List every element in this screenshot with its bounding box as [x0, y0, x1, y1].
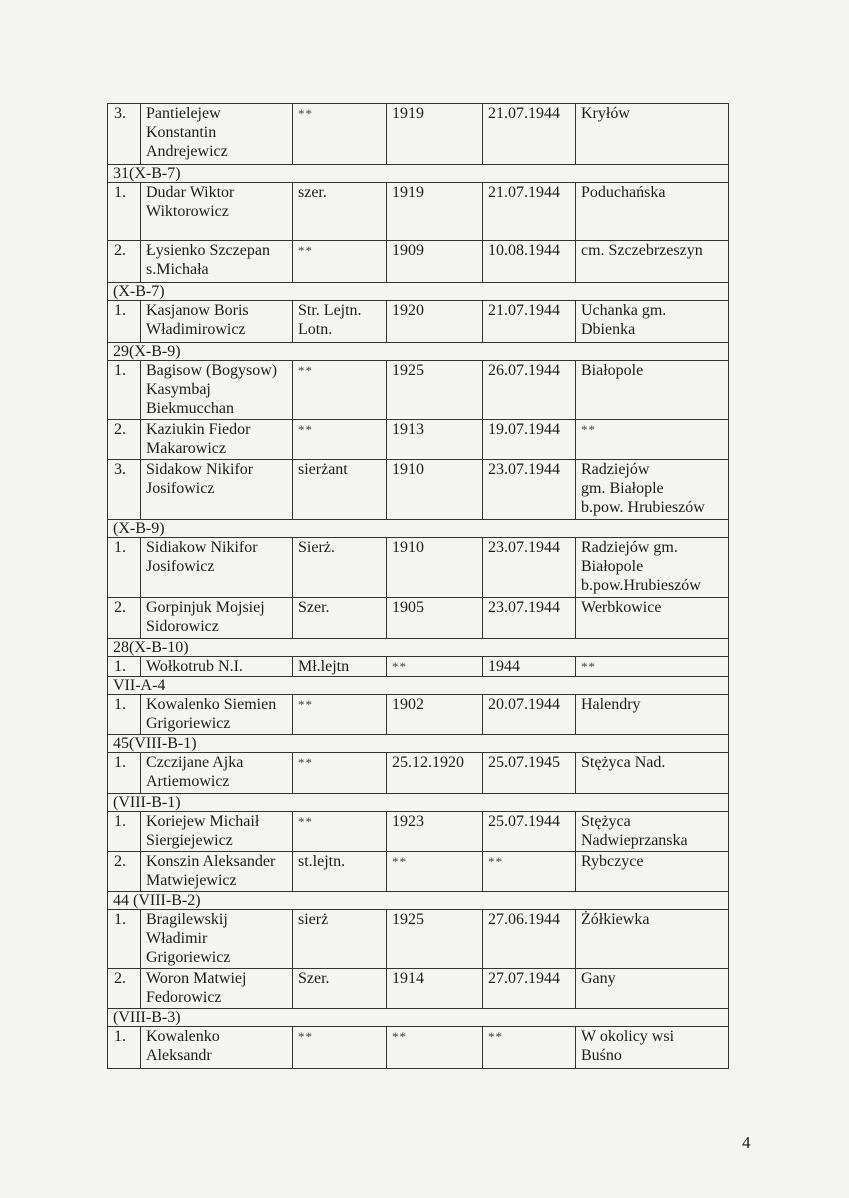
table-row — [108, 753, 729, 794]
birth-year-cell: ** — [387, 852, 483, 892]
place-cell: Białopole — [576, 361, 729, 420]
record-number-cell: 3. — [108, 104, 141, 165]
death-date-cell: 21.07.1944 — [483, 183, 576, 241]
table-row — [108, 460, 729, 520]
place-cell: Stężyca Nad. — [576, 753, 729, 794]
record-number-cell: 2. — [108, 241, 141, 283]
birth-year-cell: 1925 — [387, 361, 483, 420]
rank-cell: ** — [293, 241, 387, 283]
rank-cell: sierżant — [293, 460, 387, 520]
birth-year-cell: 1909 — [387, 241, 483, 283]
record-number-cell: 1. — [108, 910, 141, 969]
rank-cell: Sierż. — [293, 538, 387, 598]
place-cell: ** — [576, 420, 729, 460]
birth-year-cell: 1910 — [387, 460, 483, 520]
record-number-cell: 1. — [108, 361, 141, 420]
birth-year-cell: 1923 — [387, 812, 483, 852]
place-cell: Uchanka gm. Dbienka — [576, 301, 729, 343]
death-date-cell: 21.07.1944 — [483, 301, 576, 343]
table-row — [108, 420, 729, 460]
section-label: 28(X-B-10) — [108, 639, 729, 657]
death-date-cell: 10.08.1944 — [483, 241, 576, 283]
place-cell: Gany — [576, 969, 729, 1009]
death-date-cell: 23.07.1944 — [483, 460, 576, 520]
person-name-cell: Konszin Aleksander Matwiejewicz — [141, 852, 293, 892]
rank-cell: ** — [293, 695, 387, 735]
rank-cell: ** — [293, 1027, 387, 1069]
rank-cell: Mł.lejtn — [293, 657, 387, 677]
record-number-cell: 2. — [108, 420, 141, 460]
record-number-cell: 1. — [108, 183, 141, 241]
place-cell: Poduchańska — [576, 183, 729, 241]
burial-records-table-wrapper — [107, 103, 728, 1069]
section-label: (X-B-9) — [108, 520, 729, 538]
record-number-cell: 1. — [108, 695, 141, 735]
place-cell: W okolicy wsi Buśno — [576, 1027, 729, 1069]
birth-year-cell: 1919 — [387, 183, 483, 241]
person-name-cell: Wołkotrub N.I. — [141, 657, 293, 677]
section-label: (X-B-7) — [108, 283, 729, 301]
page-number: 4 — [742, 1133, 751, 1152]
table-row — [108, 695, 729, 735]
death-date-cell: 1944 — [483, 657, 576, 677]
birth-year-cell: 1913 — [387, 420, 483, 460]
death-date-cell: 23.07.1944 — [483, 598, 576, 639]
record-number-cell: 1. — [108, 812, 141, 852]
table-row — [108, 852, 729, 892]
death-date-cell: 20.07.1944 — [483, 695, 576, 735]
rank-cell: szer. — [293, 183, 387, 241]
record-number-cell: 1. — [108, 753, 141, 794]
person-name-cell: Koriejew Michaił Siergiejewicz — [141, 812, 293, 852]
person-name-cell: Czczijane Ajka Artiemowicz — [141, 753, 293, 794]
section-header-row — [108, 343, 729, 361]
table-row — [108, 657, 729, 677]
table-row — [108, 538, 729, 598]
death-date-cell: ** — [483, 852, 576, 892]
place-cell: Werbkowice — [576, 598, 729, 639]
rank-cell: ** — [293, 420, 387, 460]
table-body — [108, 104, 729, 1069]
table-row — [108, 104, 729, 165]
person-name-cell: Kasjanow Boris Władimirowicz — [141, 301, 293, 343]
section-header-row — [108, 520, 729, 538]
record-number-cell: 2. — [108, 969, 141, 1009]
birth-year-cell: ** — [387, 657, 483, 677]
person-name-cell: Sidakow Nikifor Josifowicz — [141, 460, 293, 520]
table-row — [108, 910, 729, 969]
table-row — [108, 1027, 729, 1069]
birth-year-cell: 1902 — [387, 695, 483, 735]
birth-year-cell: 1914 — [387, 969, 483, 1009]
rank-cell: Szer. — [293, 969, 387, 1009]
section-label: (VIII-B-3) — [108, 1009, 729, 1027]
section-header-row — [108, 165, 729, 183]
rank-cell: Szer. — [293, 598, 387, 639]
place-cell: Radziejów gm. Białople b.pow. Hrubieszów — [576, 460, 729, 520]
rank-cell: sierż — [293, 910, 387, 969]
place-cell: Radziejów gm. Białopole b.pow.Hrubieszów — [576, 538, 729, 598]
section-header-row — [108, 794, 729, 812]
section-label: 29(X-B-9) — [108, 343, 729, 361]
table-row — [108, 969, 729, 1009]
person-name-cell: Pantielejew Konstantin Andrejewicz — [141, 104, 293, 165]
record-number-cell: 3. — [108, 460, 141, 520]
table-row — [108, 812, 729, 852]
record-number-cell: 1. — [108, 657, 141, 677]
table-row — [108, 241, 729, 283]
rank-cell: ** — [293, 753, 387, 794]
place-cell: Żółkiewka — [576, 910, 729, 969]
place-cell: Kryłów — [576, 104, 729, 165]
birth-year-cell: 1925 — [387, 910, 483, 969]
section-header-row — [108, 892, 729, 910]
section-label: (VIII-B-1) — [108, 794, 729, 812]
birth-year-cell: 1919 — [387, 104, 483, 165]
person-name-cell: Woron Matwiej Fedorowicz — [141, 969, 293, 1009]
death-date-cell: 25.07.1945 — [483, 753, 576, 794]
table-row — [108, 598, 729, 639]
death-date-cell: 23.07.1944 — [483, 538, 576, 598]
section-header-row — [108, 677, 729, 695]
section-header-row — [108, 639, 729, 657]
section-label: 31(X-B-7) — [108, 165, 729, 183]
section-label: VII-A-4 — [108, 677, 729, 695]
birth-year-cell: 25.12.1920 — [387, 753, 483, 794]
record-number-cell: 2. — [108, 852, 141, 892]
birth-year-cell: 1910 — [387, 538, 483, 598]
section-header-row — [108, 1009, 729, 1027]
person-name-cell: Kowalenko Aleksandr — [141, 1027, 293, 1069]
birth-year-cell: 1920 — [387, 301, 483, 343]
death-date-cell: 21.07.1944 — [483, 104, 576, 165]
death-date-cell: 27.07.1944 — [483, 969, 576, 1009]
rank-cell: st.lejtn. — [293, 852, 387, 892]
place-cell: ** — [576, 657, 729, 677]
place-cell: Stężyca Nadwieprzanska — [576, 812, 729, 852]
death-date-cell: 26.07.1944 — [483, 361, 576, 420]
section-header-row — [108, 735, 729, 753]
person-name-cell: Kowalenko Siemien Grigoriewicz — [141, 695, 293, 735]
record-number-cell: 1. — [108, 1027, 141, 1069]
person-name-cell: Łysienko Szczepan s.Michała — [141, 241, 293, 283]
section-label: 44 (VIII-B-2) — [108, 892, 729, 910]
section-label: 45(VIII-B-1) — [108, 735, 729, 753]
table-row — [108, 361, 729, 420]
person-name-cell: Bragilewskij Władimir Grigoriewicz — [141, 910, 293, 969]
death-date-cell: 19.07.1944 — [483, 420, 576, 460]
table-row — [108, 301, 729, 343]
birth-year-cell: 1905 — [387, 598, 483, 639]
section-header-row — [108, 283, 729, 301]
person-name-cell: Gorpinjuk Mojsiej Sidorowicz — [141, 598, 293, 639]
person-name-cell: Dudar Wiktor Wiktorowicz — [141, 183, 293, 241]
person-name-cell: Sidiakow Nikifor Josifowicz — [141, 538, 293, 598]
record-number-cell: 1. — [108, 538, 141, 598]
person-name-cell: Kaziukin Fiedor Makarowicz — [141, 420, 293, 460]
death-date-cell: 27.06.1944 — [483, 910, 576, 969]
rank-cell: ** — [293, 104, 387, 165]
place-cell: Rybczyce — [576, 852, 729, 892]
place-cell: Halendry — [576, 695, 729, 735]
birth-year-cell: ** — [387, 1027, 483, 1069]
rank-cell: ** — [293, 361, 387, 420]
person-name-cell: Bagisow (Bogysow) Kasymbaj Biekmucchan — [141, 361, 293, 420]
place-cell: cm. Szczebrzeszyn — [576, 241, 729, 283]
death-date-cell: 25.07.1944 — [483, 812, 576, 852]
death-date-cell: ** — [483, 1027, 576, 1069]
record-number-cell: 2. — [108, 598, 141, 639]
rank-cell: ** — [293, 812, 387, 852]
table-row — [108, 183, 729, 241]
rank-cell: Str. Lejtn. Lotn. — [293, 301, 387, 343]
record-number-cell: 1. — [108, 301, 141, 343]
burial-records-table — [107, 103, 729, 1069]
